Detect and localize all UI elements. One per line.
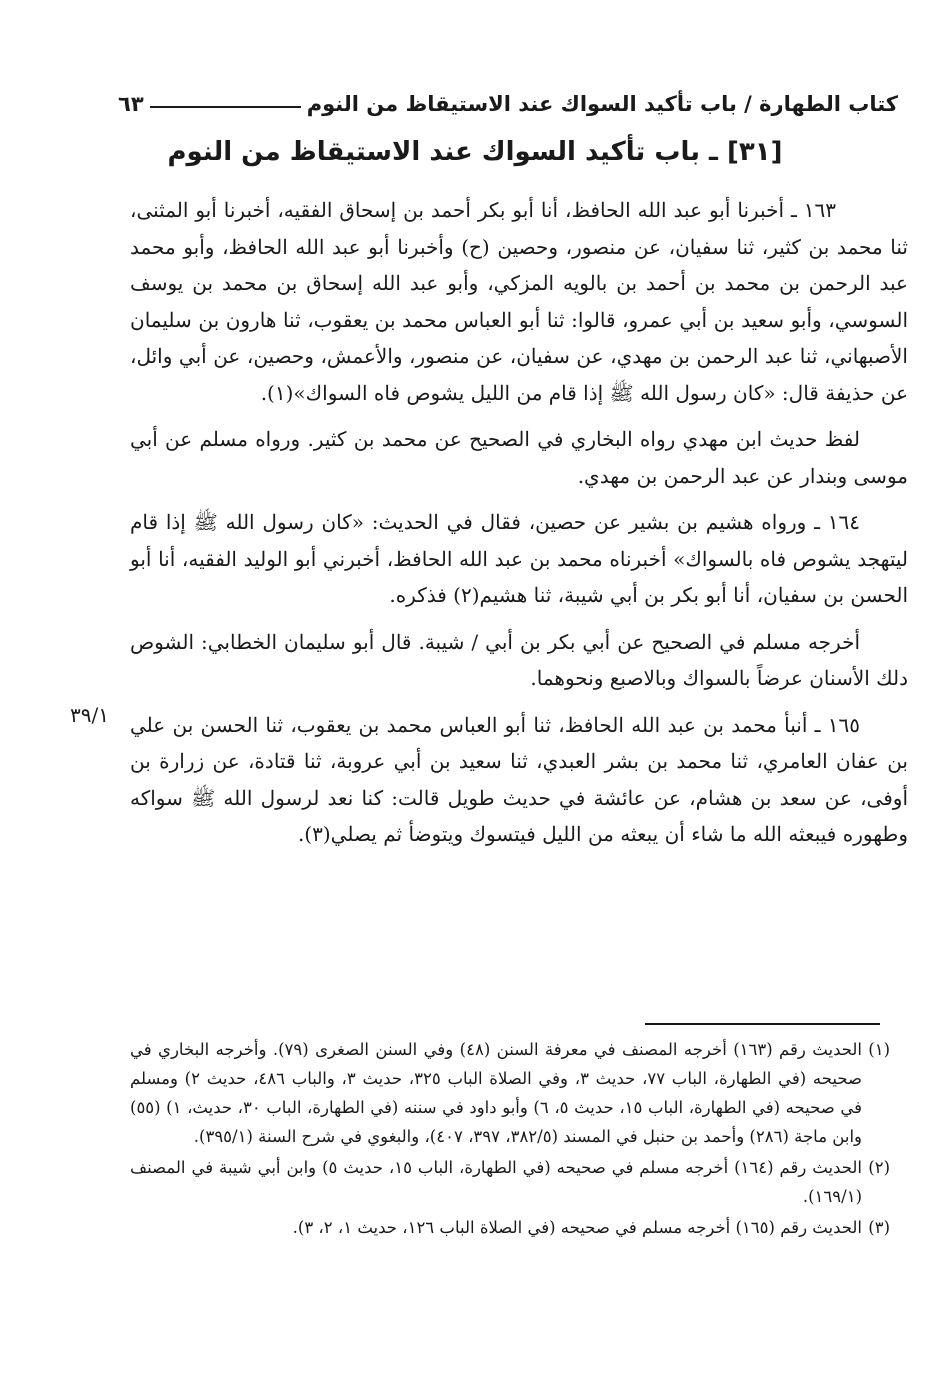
footnote-1 (130, 1035, 890, 1151)
paragraph-hadith-164: ١٦٤ ـ ورواه هشيم بن بشير عن حصين، فقال في الحديث: «كان رسول الله ﷺ إذا قام ليتهجد يشوص فاه بالسواك» أخبرناه محمد بن عبد الله الحافظ، أخبرني أبو الوليد الفقيه، أنا أبو الحسن بن سفيان، أنا أبو بكر بن أبي شيبة، ثنا هشيم(٢) فذكره. (130, 510, 908, 607)
running-title: كتاب الطهارة / باب تأكيد السواك عند الاستيقاظ من النوم (306, 92, 898, 116)
page-number: ٦٣ (118, 92, 144, 116)
main-text (130, 192, 908, 863)
paragraph-commentary-163: لفظ حديث ابن مهدي رواه البخاري في الصحيح عن محمد بن كثير. ورواه مسلم عن أبي موسى وبندار عن عبد الرحمن بن مهدي. (130, 427, 908, 488)
footnote-text: الحديث رقم (١٦٥) أخرجه مسلم في صحيحه (في الصلاة الباب ١٢٦، حديث ١، ٢، ٣). (292, 1218, 862, 1237)
footnote-number: (١) (868, 1040, 890, 1059)
footnote-number: (٢) (868, 1158, 890, 1177)
running-header (118, 78, 898, 118)
footnote-3 (130, 1213, 890, 1242)
footnote-text: الحديث رقم (١٦٤) أخرجه مسلم في صحيحه (في الطهارة، الباب ١٥، حديث ٥) وابن أبي شيبة في المصنف (١٦٩/١). (130, 1158, 862, 1206)
footnote-2 (130, 1153, 890, 1211)
paragraph-hadith-165: ١٦٥ ـ أنبأ محمد بن عبد الله الحافظ، ثنا أبو العباس محمد بن يعقوب، ثنا الحسن بن علي بن عفان العامري، ثنا محمد بن بشر العبدي، ثنا سعيد بن أبي عروبة، ثنا قتادة، عن زرارة بن أوفى، عن سعد بن هشام، عن عائشة في حديث طويل قالت: كنا نعد لرسول الله ﷺ سواكه وطهوره فيبعثه الله ما شاء أن يبعثه من الليل فيتسوك ويتوضأ ثم يصلي(٣). (130, 712, 908, 846)
paragraph-commentary-164: أخرجه مسلم في الصحيح عن أبي بكر بن أبي / شيبة. قال أبو سليمان الخطابي: الشوص دلك الأسنان عرضاً بالسواك وبالاصبع ونحوهما. (130, 629, 908, 690)
footnote-text: الحديث رقم (١٦٣) أخرجه المصنف في معرفة السنن (٤٨) وفي السنن الصغرى (٧٩). وأخرجه البخاري في صحيحه (في الطهارة، الباب ٧٧، حديث ٣، وفي الصلاة الباب ٣٢٥، حديث ٣، والباب ٤٨٦، حديث ٢) ومسلم في صحيحه (في الطهارة، الباب ١٥، حديث ٥، ٦) وأبو داود في سننه (في الطهارة، الباب ٣٠، حديث، ١) (٥٥) وابن ماجة (٢٨٦) وأحمد بن حنبل في المسند (٣٨٢/٥، ٣٩٧، ٤٠٧)، والبغوي في شرح السنة (٣٩٥/١). (130, 1040, 863, 1146)
footnotes (130, 1035, 890, 1244)
margin-reference: ٣٩/١ (70, 703, 109, 727)
chapter-title: [٣١] ـ باب تأكيد السواك عند الاستيقاظ من النوم (167, 137, 783, 167)
header-rule (150, 106, 301, 108)
paragraph-hadith-163: ١٦٣ ـ أخبرنا أبو عبد الله الحافظ، أنا أبو بكر أحمد بن إسحاق الفقيه، أخبرنا أبو المثنى، ثنا محمد بن كثير، ثنا سفيان، عن منصور، وحصين (ح) وأخبرنا أبو عبد الله الحافظ، وأبو محمد عبد الرحمن بن محمد بن أحمد بن بالويه المزكي، وأبو عبد الله إسحاق بن محمد بن يوسف السوسي، وأبو سعيد بن أبي عمرو، قالوا: ثنا أبو العباس محمد بن يعقوب، ثنا هارون بن سليمان الأصبهاني، ثنا عبد الرحمن بن مهدي، عن سفيان، عن منصور، والأعمش، وحصين، عن أبي وائل، عن حذيفة قال: «كان رسول الله ﷺ إذا قام من الليل يشوص فاه السواك»(١). (130, 198, 908, 405)
footnote-number: (٣) (868, 1218, 890, 1237)
footnote-separator (645, 1023, 880, 1025)
